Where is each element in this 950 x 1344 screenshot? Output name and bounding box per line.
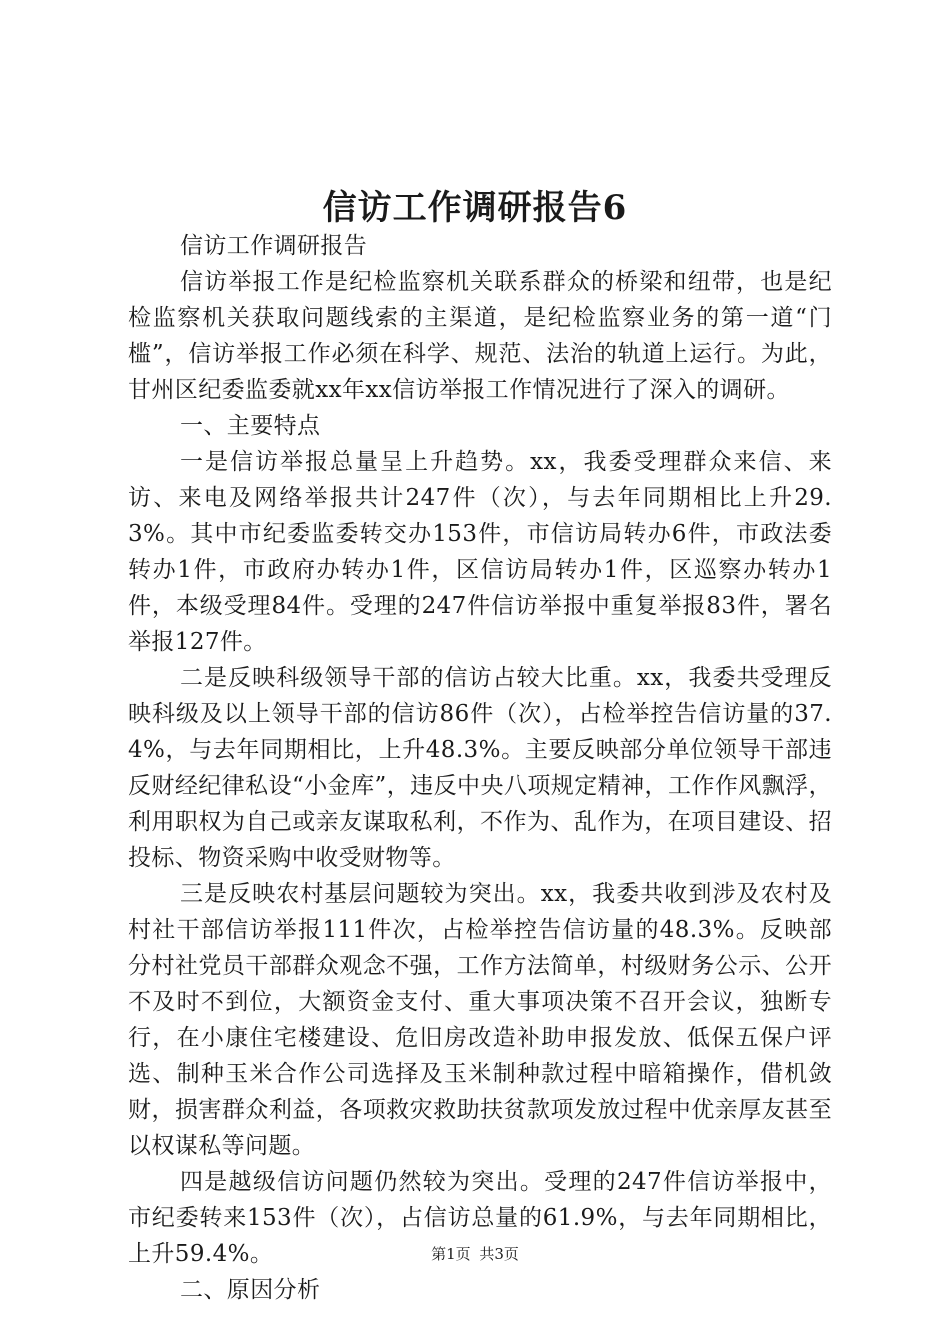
section-heading-main-features: 一、主要特点 (180, 413, 321, 439)
paragraph-subtitle: 信访工作调研报告 (180, 233, 368, 259)
document-title: 信访工作调研报告6 (322, 188, 628, 228)
page-total: 共3页 (479, 1245, 519, 1263)
document-body (128, 228, 832, 1308)
paragraph-feature-3: 三是反映农村基层问题较为突出。xx，我委共收到涉及农村及村社干部信访举报111件次，占检举控告信访量的48.3%。反映部分村社党员干部群众观念不强，工作方法简单，村级财务公示、公开不及时不到位，大额资金支付、重大事项决策不召开会议，独断专行，在小康住宅楼建设、危旧房改造补助申报发放、低保五保户评选、制种玉米合作公司选择及玉米制种款过程中暗箱操作，借机敛财，损害群众利益，各项救灾救助扶贫款项发放过程中优亲厚友甚至以权谋私等问题。 (128, 881, 832, 1159)
paragraph-intro: 信访举报工作是纪检监察机关联系群众的桥梁和纽带，也是纪检监察机关获取问题线索的主渠道，是纪检监察业务的第一道“门槛”，信访举报工作必须在科学、规范、法治的轨道上运行。为此，甘州区纪委监委就xx年xx信访举报工作情况进行了深入的调研。 (128, 269, 832, 403)
paragraph-feature-2: 二是反映科级领导干部的信访占较大比重。xx，我委共受理反映科级及以上领导干部的信访86件（次），占检举控告信访量的37.4%，与去年同期相比，上升48.3%。主要反映部分单位领导干部违反财经纪律私设“小金库”，违反中央八项规定精神，工作作风飘浮，利用职权为自己或亲友谋取私利，不作为、乱作为，在项目建设、招投标、物资采购中收受财物等。 (128, 665, 832, 871)
page-footer (0, 1244, 950, 1264)
paragraph-feature-4: 四是越级信访问题仍然较为突出。受理的247件信访举报中，市纪委转来153件（次），占信访总量的61.9%，与去年同期相比，上升59.4%。 (128, 1169, 832, 1267)
paragraph-feature-1: 一是信访举报总量呈上升趋势。xx，我委受理群众来信、来访、来电及网络举报共计247件（次），与去年同期相比上升29.3%。其中市纪委监委转交办153件，市信访局转办6件，市政法委转办1件，市政府办转办1件，区信访局转办1件，区巡察办转办1件，本级受理84件。受理的247件信访举报中重复举报83件，署名举报127件。 (128, 449, 832, 655)
page-number: 第1页 (431, 1245, 471, 1263)
section-heading-cause-analysis: 二、原因分析 (180, 1277, 321, 1303)
